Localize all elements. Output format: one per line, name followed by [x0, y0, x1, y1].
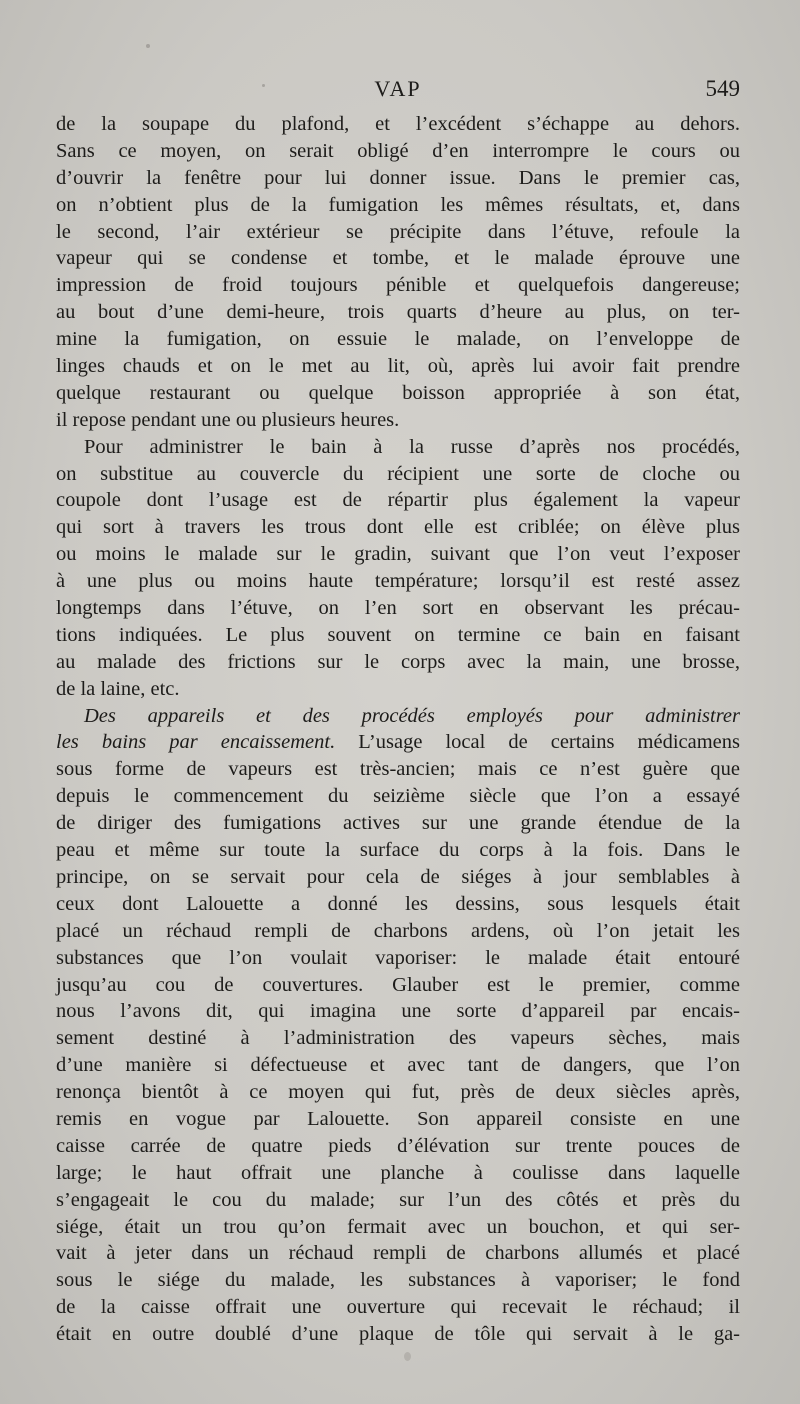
text-line: impression de froid toujours pénible et quelquefois dangereuse;: [56, 274, 740, 297]
paper-speck: [146, 44, 150, 48]
text-line: au bout d’une demi-heure, trois quarts d’heure au plus, on ter-: [56, 301, 740, 324]
body-text: [56, 111, 740, 1348]
text-line: vait à jeter dans un réchaud rempli de charbons allumés et placé: [56, 1242, 740, 1265]
text-line: longtemps dans l’étuve, on l’en sort en observant les précau-: [56, 597, 740, 620]
text-line: on n’obtient plus de la fumigation les mêmes résultats, et, dans: [56, 193, 740, 216]
text-line: sous forme de vapeurs est très-ancien; mais ce n’est guère que: [56, 758, 740, 781]
text-line: renonça bientôt à ce moyen qui fut, près de deux siècles après,: [56, 1081, 740, 1104]
text-line: peau et même sur toute la surface du corps à la fois. Dans le: [56, 839, 740, 862]
paper-speck: [404, 1352, 411, 1361]
text-line: substances que l’on voulait vaporiser: le malade était entouré: [56, 946, 740, 969]
text-line: sous le siége du malade, les substances à vaporiser; le fond: [56, 1269, 740, 1292]
paragraph-end-line: il repose pendant une ou plusieurs heures.: [56, 408, 400, 431]
text-line: tions indiquées. Le plus souvent on termine ce bain en faisant: [56, 623, 740, 646]
text-line: de la soupape du plafond, et l’excédent s’échappe au dehors.: [56, 113, 740, 135]
text-line: placé un réchaud rempli de charbons ardens, où l’on jetait les: [56, 919, 740, 942]
paragraph-start-line: Pour administrer le bain à la russe d’après nos procédés,: [84, 435, 740, 458]
text-line: jusqu’au cou de couvertures. Glauber est le premier, comme: [56, 973, 740, 996]
text-line: principe, on se servait pour cela de siéges à jour semblables à: [56, 865, 740, 888]
text-line: qui sort à travers les trous dont elle est criblée; on élève plus: [56, 516, 740, 539]
text-line: à une plus ou moins haute température; lorsqu’il est resté assez: [56, 570, 740, 593]
text-line: sement destiné à l’administration des vapeurs sèches, mais: [56, 1027, 740, 1050]
text-line: mine la fumigation, on essuie le malade, on l’enveloppe de: [56, 328, 740, 351]
paragraph-end-line: de la laine, etc.: [56, 677, 180, 700]
running-head: [56, 76, 740, 106]
text-line: Sans ce moyen, on serait obligé d’en interrompre le cours ou: [56, 139, 740, 162]
text-line: on substitue au couvercle du récipient une sorte de cloche ou: [56, 462, 740, 485]
section-heading-continuation: L’usage local de certains médicamens: [335, 731, 740, 754]
text-line: linges chauds et on le met au lit, où, après lui avoir fait prendre: [56, 355, 740, 378]
section-heading-italic: les bains par encaissement.: [56, 731, 336, 754]
text-line: siége, était un trou qu’on fermait avec un bouchon, et qui ser-: [56, 1215, 740, 1238]
text-line: coupole dont l’usage est de répartir plus également la vapeur: [56, 489, 740, 512]
text-line: d’une manière si défectueuse et avec tant de dangers, que l’on: [56, 1054, 740, 1077]
text-line: quelque restaurant ou quelque boisson appropriée à son état,: [56, 381, 740, 404]
text-line: ceux dont Lalouette a donné les dessins, sous lesquels était: [56, 892, 740, 915]
text-line: le second, l’air extérieur se précipite dans l’étuve, refoule la: [56, 220, 740, 243]
text-line: de diriger des fumigations actives sur une grande étendue de la: [56, 812, 740, 835]
text-line: depuis le commencement du seizième siècle que l’on a essayé: [56, 785, 740, 808]
text-line: au malade des frictions sur le corps avec la main, une brosse,: [56, 650, 740, 673]
running-head-title: VAP: [374, 76, 422, 101]
text-line: de la caisse offrait une ouverture qui recevait le réchaud; il: [56, 1296, 740, 1319]
page-number: 549: [705, 76, 740, 101]
text-line: d’ouvrir la fenêtre pour lui donner issue. Dans le premier cas,: [56, 166, 740, 189]
text-line: ou moins le malade sur le gradin, suivant que l’on veut l’exposer: [56, 543, 740, 566]
text-line: s’engageait le cou du malade; sur l’un des côtés et près du: [56, 1188, 740, 1211]
text-line: était en outre doublé d’une plaque de tôle qui servait à le ga-: [56, 1323, 740, 1346]
text-line: nous l’avons dit, qui imagina une sorte d’appareil par encais-: [56, 1000, 740, 1023]
section-heading-line: [56, 729, 740, 756]
text-line: large; le haut offrait une planche à coulisse dans laquelle: [56, 1161, 740, 1184]
text-line: vapeur qui se condense et tombe, et le malade éprouve une: [56, 247, 740, 270]
text-line: remis en vogue par Lalouette. Son appareil consiste en une: [56, 1107, 740, 1130]
text-line: caisse carrée de quatre pieds d’élévation sur trente pouces de: [56, 1134, 740, 1157]
section-heading-line: Des appareils et des procédés employés pour administrer: [84, 704, 740, 727]
